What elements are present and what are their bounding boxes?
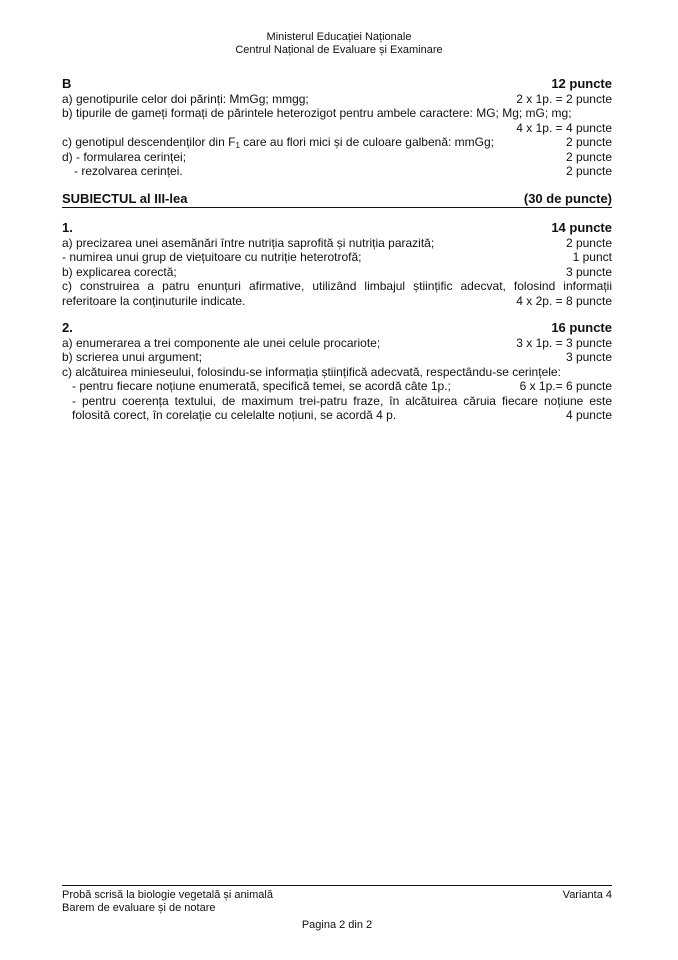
section-b-item-b-points [62,121,612,136]
item-1-a2 [62,250,612,265]
item-text: c) genotipul descendenților din $F_1$ care au flori mici și de culoare galbenă: mmGg; [62,135,494,150]
section-b-title: B [62,76,72,91]
document-body [62,77,612,423]
item-2-points: 16 puncte [551,320,612,335]
item-2-a [62,336,612,351]
item-text: b) scrierea unui argument; [62,350,203,364]
item-2-c1 [62,379,612,394]
ministry-name: Ministerul Educației Naționale [266,31,412,43]
section-b-item-b [62,106,612,121]
section-b-item-d1 [62,150,612,165]
item-points: 2 puncte [565,164,612,178]
item-1-number: 1. [62,220,73,235]
center-name: Centrul Național de Evaluare și Examinare [235,44,443,56]
item-2-heading [62,321,612,336]
item-text: a) enumerarea a trei componente ale unei celule procariote; [62,335,381,350]
item-1-b [62,265,612,280]
item-text: - numirea unui grup de viețuitoare cu nutriție heterotrofă; [62,250,362,264]
page-footer [62,885,612,932]
item-points: 4 puncte [565,408,612,422]
item-text: d) - formularea cerinței; [62,149,187,164]
item-2-number: 2. [62,320,73,335]
footer-exam-name: Probă scrisă la biologie vegetală și animală [62,889,273,901]
footer-doc-type: Barem de evaluare și de notare [62,902,216,914]
item-2-c2-line1 [62,394,612,409]
subject-3-points: (30 de puncte) [523,190,612,206]
item-points: 4 x 2p. = 8 puncte [516,293,612,308]
item-text: b) explicarea corectă; [62,264,177,279]
item-points: 3 puncte [565,350,612,364]
section-b-item-a [62,92,612,107]
item-text: b) tipurile de gameți formați de părintele heterozigot pentru ambele caractere: MG; Mg; mG; mg; [62,106,572,120]
item-2-c [62,365,612,380]
item-2-c2-line2 [62,408,612,423]
page-number: Pagina 2 din 2 [301,919,373,931]
item-1-c-line2 [62,294,612,309]
item-text: c) construirea a patru enunțuri afirmative, utilizând limbajul științific adecvat, folosind informații [62,279,612,293]
page-header [0,31,678,57]
item-points: 2 puncte [565,135,612,149]
item-points: 3 puncte [565,264,612,279]
section-b-points: 12 puncte [551,76,612,91]
item-1-c-line1 [62,279,612,294]
section-b-item-d2 [62,164,612,179]
item-text: folosită corect, în corelație cu celelalte noțiuni, se acordă 4 p. [72,408,397,422]
item-text: - pentru coerența textului, de maximum trei-patru fraze, în alcătuirea căruia fiecare noțiune este [72,393,612,408]
subject-3-title: SUBIECTUL al III-lea [62,190,188,206]
footer-variant: Varianta 4 [562,889,612,901]
item-1-points: 14 puncte [551,220,612,235]
item-1-a [62,236,612,251]
item-text: - rezolvarea cerinței. [74,164,183,178]
item-points: 3 x 1p. = 3 puncte [516,335,612,350]
item-points: 6 x 1p.= 6 puncte [519,379,612,393]
item-points: 2 puncte [565,149,612,164]
item-points: 1 punct [572,250,612,264]
section-b-item-c [62,135,612,150]
item-points: 2 x 1p. = 2 puncte [516,91,612,106]
item-text: referitoare la conținuturile indicate. [62,293,246,308]
item-1-heading [62,221,612,236]
item-text: c) alcătuirea minieseului, folosindu-se informația științifică adecvată, respectându-se cerințele: [62,364,561,379]
item-text: a) genotipurile celor doi părinți: MmGg; mmgg; [62,91,309,106]
item-text: - pentru fiecare noțiune enumerată, specifică temei, se acordă câte 1p.; [72,379,451,393]
item-text: a) precizarea unei asemănări între nutriția saprofită și nutriția parazită; [62,235,435,250]
subject-3-heading [62,192,612,209]
item-2-b [62,350,612,365]
item-points: 4 x 1p. = 4 puncte [516,120,612,135]
section-b-heading [62,77,612,92]
item-points: 2 puncte [565,235,612,250]
